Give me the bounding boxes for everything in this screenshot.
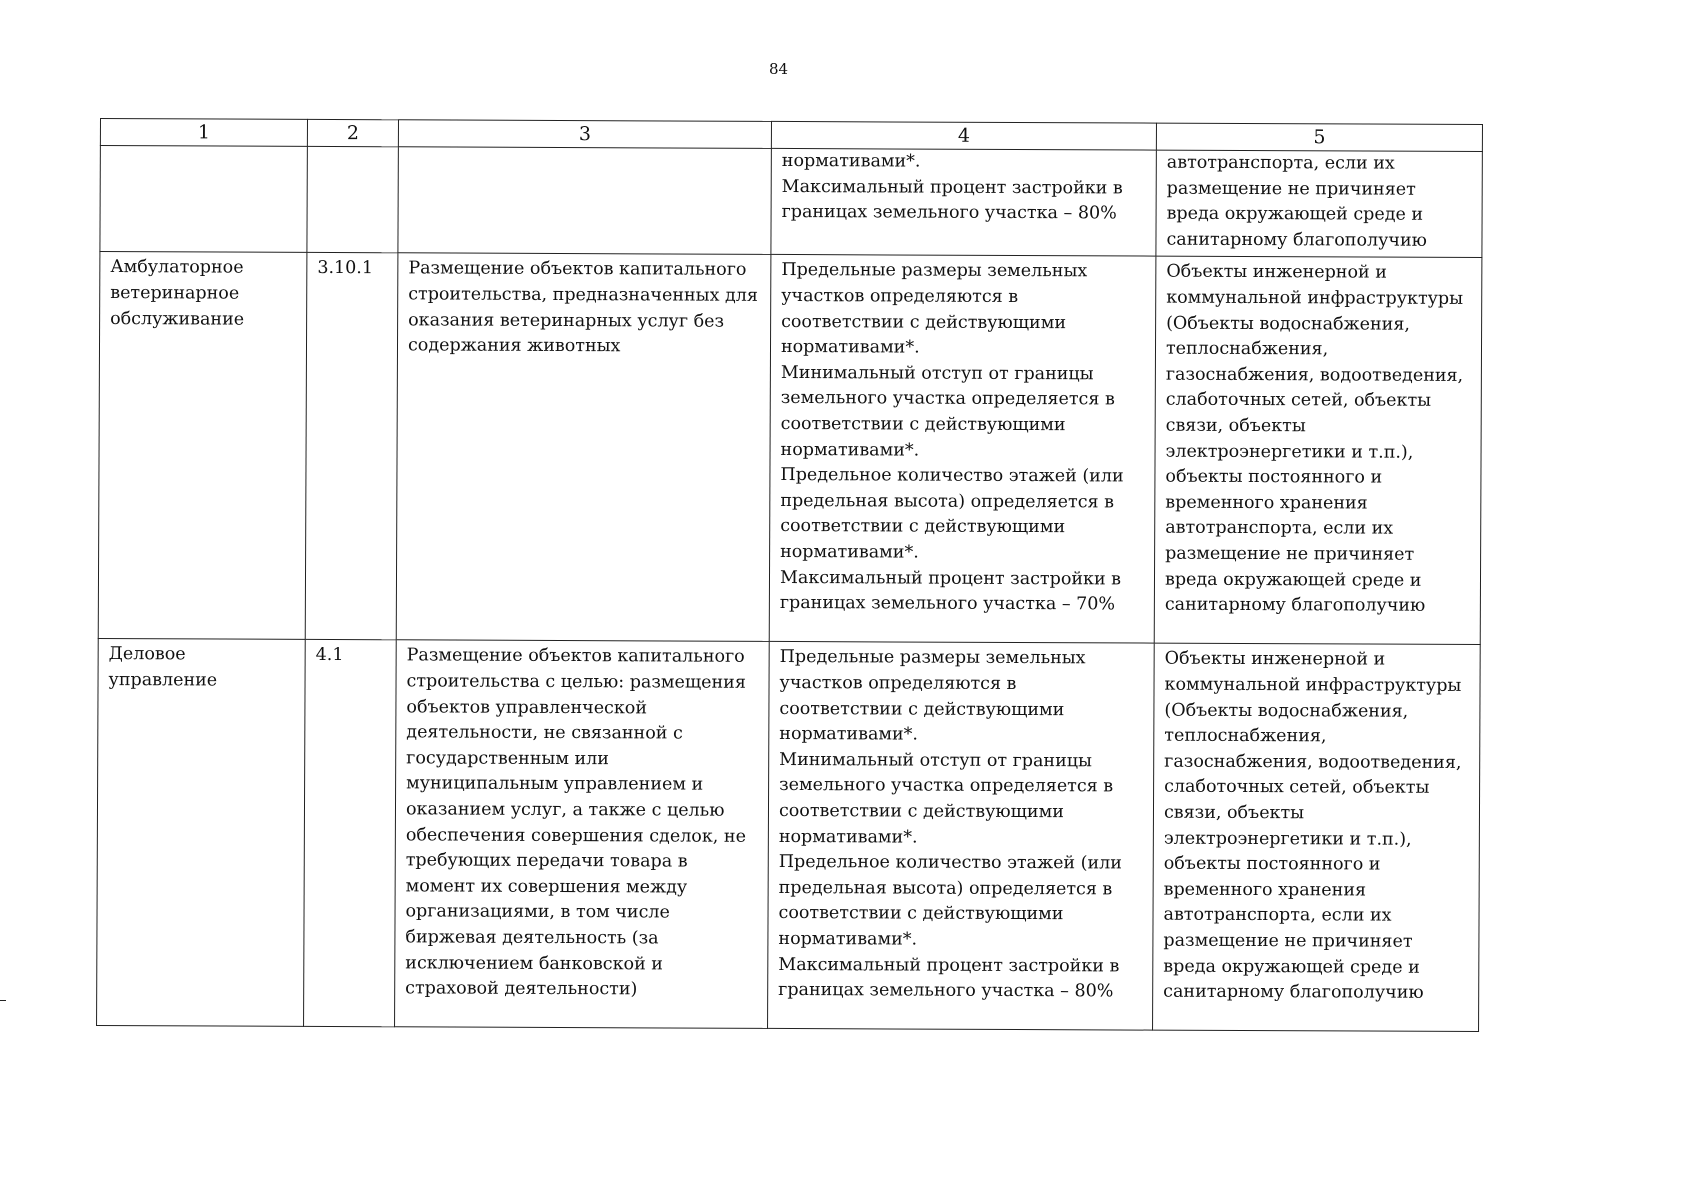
page-number: 84 xyxy=(768,60,789,78)
use-type-name-cell: Деловое управление xyxy=(97,639,306,1027)
table-row xyxy=(97,639,1481,1032)
table-row xyxy=(98,252,1482,645)
parameters-cell: нормативами*. Максимальный процент застройки в границах земельного участка – 80% xyxy=(771,148,1156,256)
auxiliary-uses-cell: автотранспорта, если их размещение не причиняет вреда окружающей среде и санитарному благополучию xyxy=(1156,150,1482,258)
margin-mark xyxy=(0,1000,6,1001)
column-header-5: 5 xyxy=(1156,123,1482,151)
use-type-code-cell: 4.1 xyxy=(304,640,397,1027)
parameters-cell: Предельные размеры земельных участков определяются в соответствии с действующими нормативами*. Минимальный отступ от границы земельного участка определяется в соответствии с действующими нормативами*. Предельное количество этажей (или предельная высота) определяется в соответствии с действующими нормативами*. Максимальный процент застройки в границах земельного участка – 70% xyxy=(769,255,1156,644)
table-row xyxy=(100,146,1482,258)
use-type-description-cell xyxy=(398,147,771,255)
column-header-1: 1 xyxy=(100,119,307,147)
use-type-description-cell: Размещение объектов капитального строительства, предназначенных для оказания ветеринарных услуг без содержания животных xyxy=(396,253,771,642)
column-header-2: 2 xyxy=(307,119,398,146)
parameters-cell: Предельные размеры земельных участков определяются в соответствии с действующими нормативами*. Минимальный отступ от границы земельного участка определяется в соответствии с действующими нормативами*. Предельное количество этажей (или предельная высота) определяется в соответствии с действующими нормативами*. Максимальный процент застройки в границах земельного участка – 80% xyxy=(768,642,1155,1031)
column-header-4: 4 xyxy=(771,121,1156,150)
use-type-code-cell: 3.10.1 xyxy=(305,253,398,640)
use-type-name-cell xyxy=(100,146,307,253)
auxiliary-uses-cell: Объекты инженерной и коммунальной инфраструктуры (Объекты водоснабжения, теплоснабжения, газоснабжения, водоотведения, слаботочных сетей, объекты связи, объекты электроэнергетики и т.п.), объекты постоянного и временного хранения автотранспорта, если их размещение не причиняет вреда окружающей среде и санитарному благополучию xyxy=(1153,643,1481,1031)
use-type-description-cell: Размещение объектов капитального строительства с целью: размещения объектов управленческой деятельности, не связанной с государственным или муниципальным управлением и оказанием услуг, а также с целью обеспечения совершения сделок, не требующих передачи товара в момент их совершения между организациями, в том числе биржевая деятельность (за исключением банковской и страховой деятельности) xyxy=(395,640,770,1029)
use-type-name-cell: Амбулаторное ветеринарное обслуживание xyxy=(98,252,307,640)
auxiliary-uses-cell: Объекты инженерной и коммунальной инфраструктуры (Объекты водоснабжения, теплоснабжения, газоснабжения, водоотведения, слаботочных сетей, объекты связи, объекты электроэнергетики и т.п.), объекты постоянного и временного хранения автотранспорта, если их размещение не причиняет вреда окружающей среде и санитарному благополучию xyxy=(1154,256,1482,644)
land-use-table xyxy=(96,118,1483,1032)
column-header-3: 3 xyxy=(398,120,771,149)
use-type-code-cell xyxy=(307,146,398,253)
